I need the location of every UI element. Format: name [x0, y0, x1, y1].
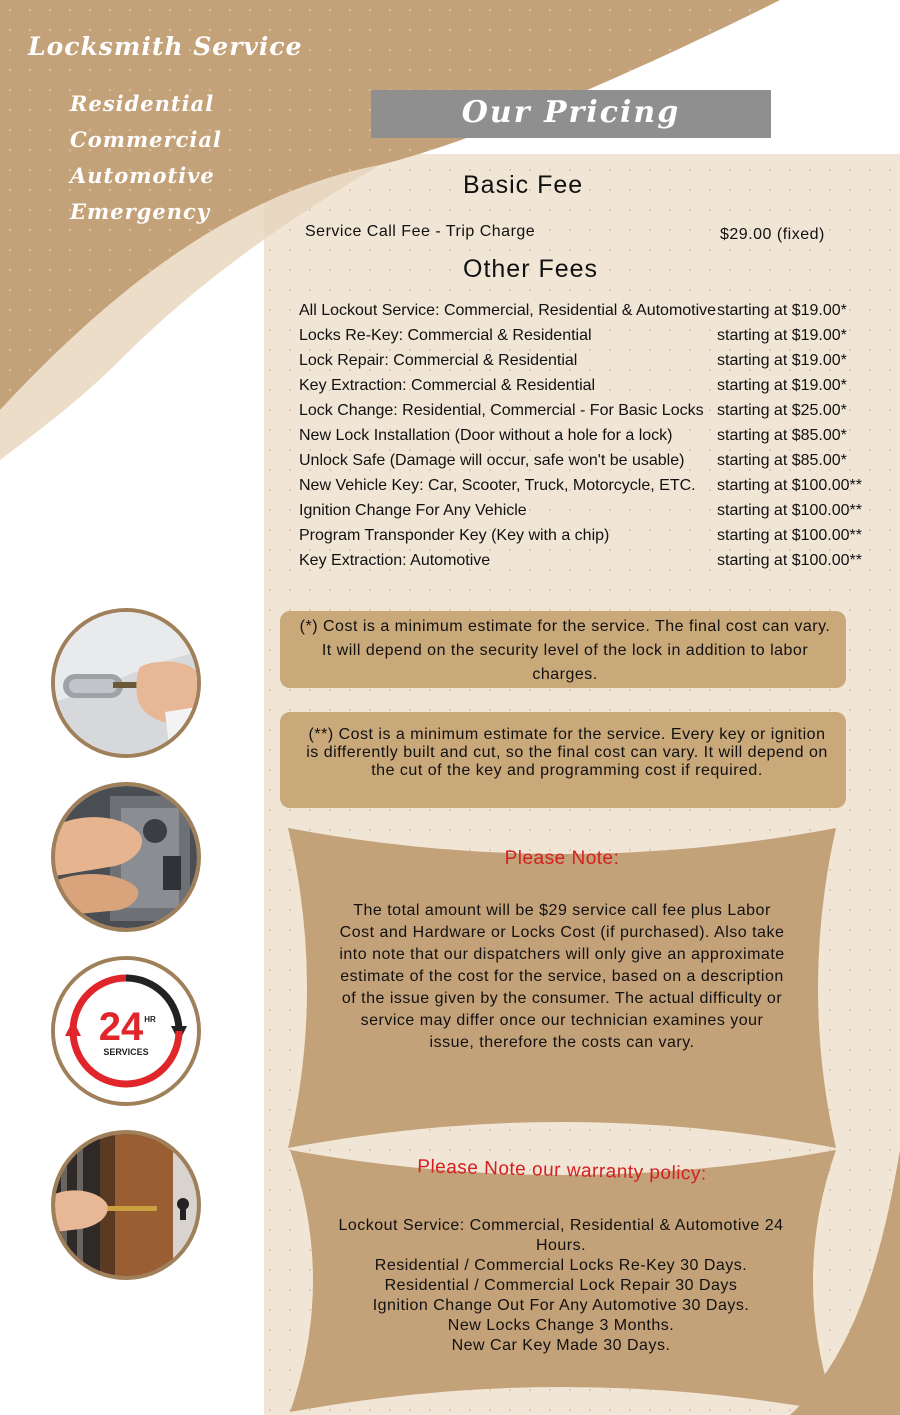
fee-price: starting at $19.00*: [717, 377, 847, 394]
fee-price: starting at $100.00**: [717, 527, 862, 544]
please-note-body: The total amount will be $29 service call fee plus Labor Cost and Hardware or Locks Cost (if purchased). Also take into note that our dispatchers will only give an approximate estimate of the cost for the service, based on a description of the issue given by the consumer. The actual difficulty or service may differ once our technician examines your issue, therefore the costs can vary.: [339, 902, 785, 1051]
fee-row: [299, 473, 879, 498]
fee-name: Locks Re-Key: Commercial & Residential: [299, 327, 592, 344]
fee-price: starting at $85.00*: [717, 427, 847, 444]
24-hour-service-icon: [55, 960, 197, 1102]
car-door-unlock-image: [51, 608, 201, 758]
basic-fee-price: $29.00 (fixed): [720, 226, 825, 243]
fee-name: Program Transponder Key (Key with a chip): [299, 527, 610, 544]
badge-number: 24: [98, 1005, 144, 1049]
fee-price: starting at $85.00*: [717, 452, 847, 469]
basic-fee-heading: Basic Fee: [463, 171, 584, 199]
warranty-list: [318, 1216, 804, 1356]
fee-name: All Lockout Service: Commercial, Residential & Automotive: [299, 302, 717, 319]
warranty-line: New Car Key Made 30 Days.: [451, 1337, 671, 1354]
basic-fee-item: Service Call Fee - Trip Charge: [305, 223, 536, 240]
warranty-line: Lockout Service: Commercial, Residential & Automotive 24 Hours.: [338, 1217, 784, 1254]
sidebar-item-automotive[interactable]: Automotive: [70, 163, 215, 188]
other-fees-table: [299, 298, 879, 573]
fee-name: Ignition Change For Any Vehicle: [299, 502, 527, 519]
warranty-line: Residential / Commercial Lock Repair 30 Days: [384, 1277, 738, 1294]
fee-row: [299, 423, 879, 448]
fee-row: [299, 448, 879, 473]
warranty-line: New Locks Change 3 Months.: [447, 1317, 675, 1334]
car-door-unlock-icon: [55, 612, 197, 754]
fee-name: Unlock Safe (Damage will occur, safe won't be usable): [299, 452, 685, 469]
fee-price: starting at $19.00*: [717, 352, 847, 369]
safe-unlock-icon: [55, 786, 197, 928]
warranty-line: Residential / Commercial Locks Re-Key 30 Days.: [374, 1257, 748, 1274]
fee-row: [299, 298, 879, 323]
fee-price: starting at $100.00**: [717, 552, 862, 569]
fee-price: starting at $100.00**: [717, 477, 862, 494]
24-hour-service-image: [51, 956, 201, 1106]
fee-name: New Vehicle Key: Car, Scooter, Truck, Motorcycle, ETC.: [299, 477, 696, 494]
badge-sup: HR: [144, 1015, 156, 1024]
other-fees-heading: Other Fees: [463, 255, 599, 283]
fee-row: [299, 373, 879, 398]
fee-name: Key Extraction: Automotive: [299, 552, 491, 569]
fee-row: [299, 323, 879, 348]
please-note-heading: Please Note:: [504, 848, 620, 869]
footnote-single-asterisk: (*) Cost is a minimum estimate for the service. The final cost can vary. It will depend on the security level of the lock in addition to labor charges.: [280, 611, 846, 688]
fee-name: Lock Change: Residential, Commercial - For Basic Locks: [299, 402, 704, 419]
fee-row: [299, 398, 879, 423]
sidebar-item-emergency[interactable]: Emergency: [70, 199, 210, 224]
fee-price: starting at $100.00**: [717, 502, 862, 519]
fee-row: [299, 523, 879, 548]
fee-name: New Lock Installation (Door without a hole for a lock): [299, 427, 673, 444]
door-key-icon: [55, 1134, 197, 1276]
fee-name: Lock Repair: Commercial & Residential: [299, 352, 578, 369]
fee-price: starting at $25.00*: [717, 402, 847, 419]
pricing-banner: Our Pricing: [371, 90, 771, 138]
sidebar-nav: [70, 86, 222, 230]
fee-price: starting at $19.00*: [717, 302, 847, 319]
door-key-image: [51, 1130, 201, 1280]
brand-title: Locksmith Service: [28, 32, 303, 61]
badge-label: SERVICES: [103, 1047, 149, 1057]
fee-name: Key Extraction: Commercial & Residential: [299, 377, 596, 394]
footnote-double-asterisk: (**) Cost is a minimum estimate for the service. Every key or ignition is differently built and cut, so the final cost can vary. It will depend on the cut of the key and programming cost if required.: [280, 712, 846, 808]
sidebar-item-residential[interactable]: Residential: [70, 91, 215, 116]
warranty-heading: Please Note our warranty policy:: [417, 1156, 707, 1185]
fee-price: starting at $19.00*: [717, 327, 847, 344]
fee-row: [299, 498, 879, 523]
fee-row: [299, 348, 879, 373]
fee-row: [299, 548, 879, 573]
warranty-line: Ignition Change Out For Any Automotive 30 Days.: [372, 1297, 750, 1314]
sidebar-item-commercial[interactable]: Commercial: [70, 127, 222, 152]
safe-unlock-image: [51, 782, 201, 932]
